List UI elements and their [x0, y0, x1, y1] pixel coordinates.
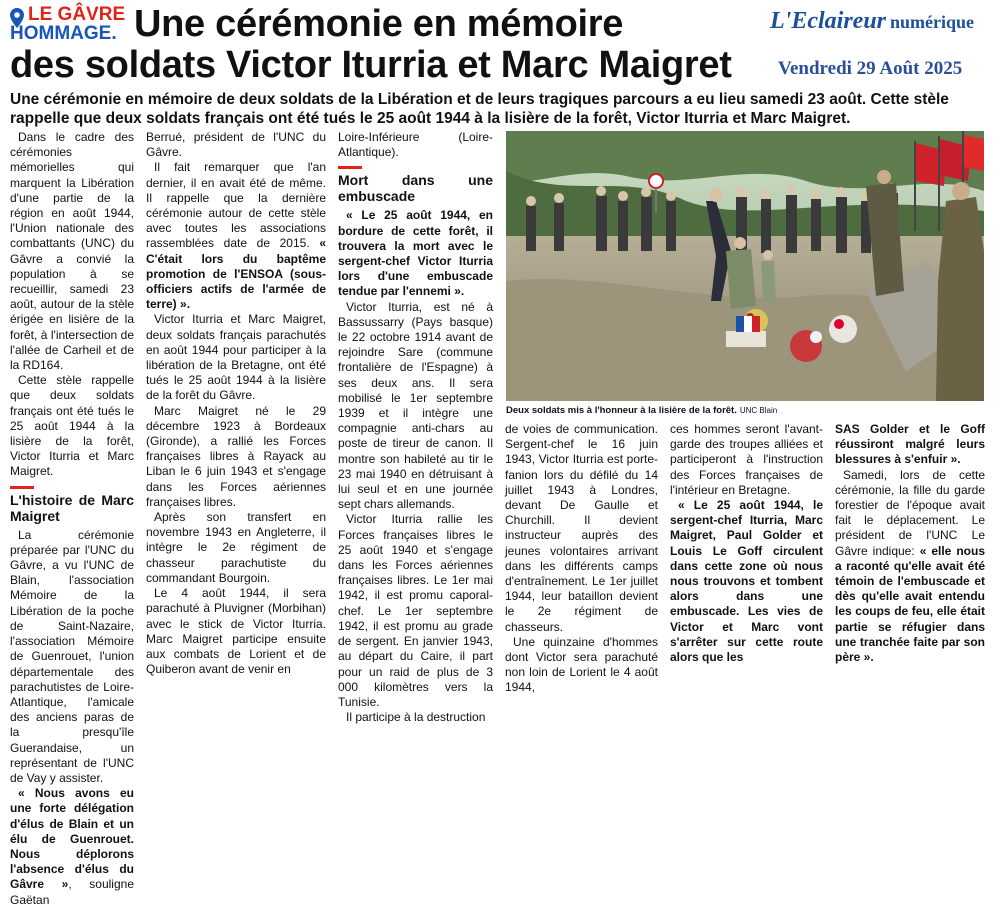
quote: SAS Golder et le Goff réussiront malgré leurs blessures à s'enfuir ».: [835, 422, 985, 467]
article-column-1: [10, 130, 134, 908]
article-column-6: [835, 422, 985, 665]
body-paragraph: de voies de communication. Sergent-chef le 16 juin 1943, Victor Iturria est porte-fanion lors du défilé du 14 juillet 1943 à Londres, devant De Gaulle et Churchill. Il devient instructeur auprès des jeunes volontaires arrivant dans les différents camps d'entraînement. Le 1er juillet 1944, leur bataillon devient le 2e régiment de chasseurs.: [505, 422, 658, 634]
quote: « Le 25 août 1944, en bordure de cette forêt, il trouvera la mort avec le sergent-chef Victor Iturria lors d'une embuscade tendue par l'ennemi ».: [338, 208, 493, 299]
quote: « Le 25 août 1944, le sergent-chef Iturria, Marc Maigret, Paul Golder et Louis Le Goff circulent dans cette zone où nous nous trouvons et tombent alors dans une embuscade. Les vies de Victor et Marc vont s'arrêter sur cette route alors que les: [670, 498, 823, 665]
rubric-label: HOMMAGE.: [10, 23, 117, 44]
body-paragraph: Victor Iturria rallie les Forces françaises libres le 25 août 1940 et s'engage dans les Forces aériennes françaises libres. Le 1er mai 1942, il est promu caporal-chef. Le 1er septembre 1942, il est promu au grade de sergent. En janvier 1943, au départ du Caire, il part pour un raid de plus de 3 000 kilomètres vers la Tunisie.: [338, 512, 493, 709]
article-column-2: [146, 130, 326, 677]
body-text: Samedi, lors de cette cérémonie, la fille du garde forestier de l'époque avait fait le déplacement. Le président de l'UNC Le Gâvre indique:: [835, 467, 985, 558]
subheading: Mort dans une embuscade: [338, 166, 493, 204]
body-paragraph: Il participe à la destruction: [346, 710, 486, 725]
body-paragraph: Une quinzaine d'hommes dont Victor sera parachuté non loin de Lorient le 4 août 1944,: [505, 634, 658, 695]
body-paragraph: Victor Iturria et Marc Maigret, deux soldats français parachutés en août 1944 pour participer à la libération de la Bretagne, ont été tués le 25 août 1944 à la lisière de la forêt du Gâvre.: [146, 312, 326, 403]
photo-credit: UNC Blain: [739, 406, 778, 415]
body-paragraph: Le 4 août 1944, il sera parachuté à Pluvigner (Morbihan) avec le stick de Victor Iturria. Marc Maigret participe ensuite aux combats de Lorient et de Quiberon avant de venir en: [146, 586, 326, 677]
body-paragraph: [10, 786, 134, 908]
location-label: LE GÂVRE: [28, 4, 126, 25]
quote: « elle nous a raconté qu'elle avait été témoin de l'embuscade et dès qu'elle avait entendu les coups de feu, elle était partie se réfugier dans une tranchée faite par son père ».: [835, 543, 985, 665]
brand-suffix: numérique: [890, 12, 975, 32]
body-paragraph: Dans le cadre des cérémonies mémorielles qui marquent la Libération d'une partie de la région en août 1944, l'Union nationale des combattants (UNC) du Gâvre a convié la population à se recueillir, samedi 23 août, autour de la stèle érigée en lisière de la forêt, à l'intersection de l'allée de Carheil et de la RD164.: [10, 130, 134, 373]
body-paragraph: Marc Maigret né le 29 décembre 1923 à Bordeaux (Gironde), a rallié les Forces françaises libres à Rayack au Liban le 6 juin 1943 et s'engage dans les Forces aériennes françaises libres.: [146, 403, 326, 509]
article-column-4: [505, 422, 658, 696]
body-text: Il fait remarquer que l'an dernier, il en avait été de même. Il rappelle que la dernière cérémonie autour de cette stèle avec toutes les associations rassemblées date de 2015.: [146, 160, 326, 251]
body-paragraph: [146, 160, 326, 312]
caption-text: Deux soldats mis à l'honneur à la lisière de la forêt.: [506, 405, 737, 416]
lead-paragraph: Une cérémonie en mémoire de deux soldats de la Libération et de leurs tragiques parcours a eu lieu samedi 23 août. Cette stèle rappelle que deux soldats français ont été tués le 25 août 1944 à la lisière de la forêt, Victor Iturria et Marc Maigret.: [10, 91, 949, 127]
brand-name: L'Eclaireur: [770, 8, 887, 34]
newspaper-brand: [770, 8, 974, 35]
body-paragraph: [835, 468, 985, 666]
headline-line-2: des soldats Victor Iturria et Marc Maigret: [10, 44, 732, 86]
quote-attribution: , souligne Gaëtan: [10, 877, 134, 907]
body-paragraph: Victor Iturria, est né à Bassussarry (Pays basque) le 22 octobre 1914 avant de rejoindre Sare (commune frontalière de l'Espagne) à ses deux ans. Il sera mobilisé le 1er septembre 1939 et il intègre une compagnie anti-chars au poste de tireur de canon. Il montre son habileté au tir le 23 mai 1940 en détruisant à lui seul et en une journée sept chars allemands.: [338, 299, 493, 512]
article-column-5: [670, 422, 823, 665]
photo-caption: [506, 405, 777, 416]
quote: « C'était lors du baptême promotion de l'ENSOA (sous-officiers actifs de l'armée de terre) ».: [146, 236, 326, 312]
body-paragraph: Après son transfert en novembre 1943 en Angleterre, il intègre le 2e régiment de chasseur parachutiste du commandant Bourgoin.: [146, 510, 326, 585]
body-paragraph: Cette stèle rappelle que deux soldats français ont été tués le 25 août 1944 à la lisière de la forêt, Victor Iturria et Marc Maigret.: [10, 373, 134, 479]
body-paragraph: ces hommes seront l'avant-garde des troupes alliées et participeront à l'instruction des Forces françaises de l'intérieur en Bretagne.: [670, 422, 823, 497]
headline-line-1: Une cérémonie en mémoire: [134, 3, 624, 45]
issue-date: Vendredi 29 Août 2025: [778, 58, 963, 79]
body-paragraph: Berrué, président de l'UNC du Gâvre.: [146, 130, 326, 160]
body-paragraph: Loire-Inférieure (Loire-Atlantique).: [338, 130, 493, 160]
subheading: L'histoire de Marc Maigret: [10, 486, 134, 524]
ceremony-photo: [506, 131, 984, 401]
article-column-3: [338, 130, 493, 725]
quote: « Nous avons eu une forte délégation d'élus de Blain et un élu de Guenrouet. Nous déplorons l'absence d'élus du Gâvre »: [10, 786, 134, 892]
body-paragraph: La cérémonie préparée par l'UNC du Gâvre, a vu l'UNC de Blain, l'association Mémoire de la Libération de la poche de Saint-Nazaire, l'association Mémoire de Guenrouet, l'union départementale des parachutistes de Loire-Atlantique, l'amicale des anciens paras de la presqu'île Guerandaise, un représentant de l'UNC de Vay y assister.: [10, 527, 134, 785]
